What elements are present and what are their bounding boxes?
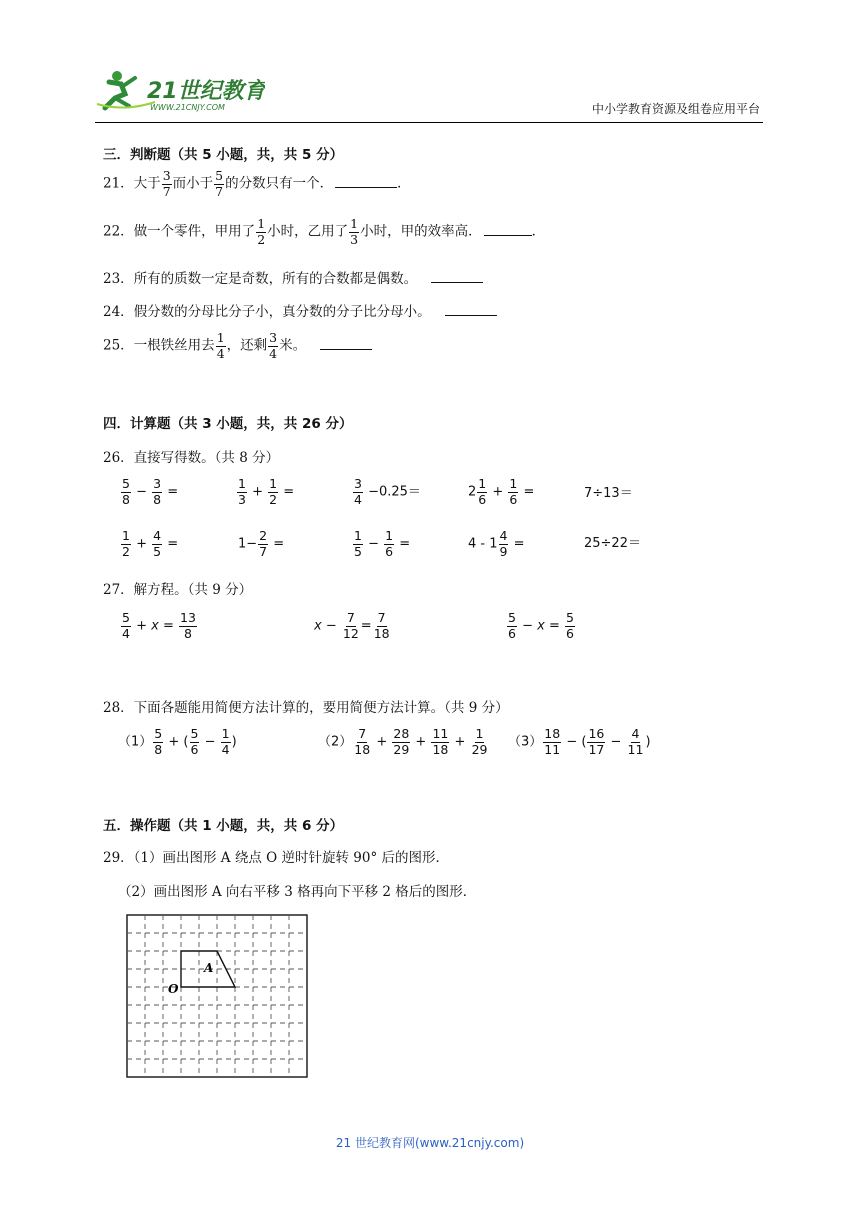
grid-svg (126, 914, 308, 1078)
calc-item: $\frac{1}{2}$ + $\frac{4}{5}$ = (122, 528, 179, 559)
calc-item: $\frac{5}{8}$ − $\frac{3}{8}$ = (122, 476, 179, 507)
section-5-title: 五．操作题（共 1 小题，共，共 6 分） (103, 818, 344, 834)
question-28-label: 28．下面各题能用简便方法计算的，要用简便方法计算。（共 9 分） (103, 700, 509, 716)
shape-a-label: A (204, 961, 214, 975)
equation-1: $\frac{5}{4}$ + x = $\frac{13}{8}$ (122, 610, 196, 641)
answer-blank[interactable] (320, 348, 372, 350)
calc-item: 1− $\frac{2}{7}$ = (238, 528, 285, 559)
fraction: $\frac{1}{3}$ (350, 216, 359, 247)
grid-figure (126, 914, 308, 1078)
fraction: $\frac{1}{4}$ (216, 330, 225, 361)
calc-item: 7÷13＝ (584, 486, 633, 501)
svg-text:WWW.21CNJY.COM: WWW.21CNJY.COM (150, 103, 225, 112)
question-23: 23．所有的质数一定是奇数，所有的合数都是偶数。 (103, 267, 483, 287)
fraction: $\frac{3}{4}$ (269, 330, 278, 361)
fraction: $\frac{3}{7}$ (162, 168, 171, 199)
calc-item: $\frac{1}{3}$ + $\frac{1}{2}$ = (238, 476, 295, 507)
header-divider (95, 122, 763, 123)
question-26-label: 26．直接写得数。（共 8 分） (103, 450, 280, 466)
fraction: $\frac{1}{2}$ (257, 216, 266, 247)
section-3-title: 三．判断题（共 5 小题，共，共 5 分） (103, 147, 344, 163)
answer-blank[interactable] (335, 186, 397, 188)
simplify-1: （1） $\frac{5}{8}$ + ( $\frac{5}{6}$ − $\frac{1}{4}$ ) (118, 726, 237, 757)
footer-link[interactable]: 21 世纪教育网(www.21cnjy.com) (335, 1136, 525, 1150)
svg-text:21世纪教育: 21世纪教育 (147, 79, 265, 104)
answer-blank[interactable] (484, 234, 532, 236)
calc-item: $\frac{1}{5}$ − $\frac{1}{6}$ = (354, 528, 411, 559)
answer-blank[interactable] (431, 281, 483, 283)
question-27-label: 27．解方程。（共 9 分） (103, 582, 253, 598)
simplify-2: （2） $\frac{7}{18}$ + $\frac{28}{29}$ + $\frac{11}{18}$ + $\frac{1}{29}$ (318, 726, 488, 757)
calc-item: 25÷22＝ (584, 536, 641, 551)
question-29-part1: 29．（1）画出图形 A 绕点 O 逆时针旋转 90° 后的图形． (103, 850, 450, 866)
section-4-title: 四．计算题（共 3 小题，共，共 26 分） (103, 416, 353, 432)
calc-item: 2 $\frac{1}{6}$ + $\frac{1}{6}$ = (468, 476, 535, 507)
question-24: 24．假分数的分母比分子小，真分数的分子比分母小。 (103, 300, 497, 320)
brand-logo (95, 68, 265, 114)
answer-blank[interactable] (445, 314, 497, 316)
fraction: $\frac{5}{7}$ (215, 168, 224, 199)
question-25: 25．一根铁丝用去 $\frac{1}{4}$ ，还剩 $\frac{3}{4}$ 米。 (103, 332, 372, 360)
question-22: 22．做一个零件，甲用了 $\frac{1}{2}$ 小时，乙用了 $\frac{1}{3}$ 小时，甲的效率高． ． (103, 216, 546, 247)
calc-item: 4 - 1 $\frac{4}{9}$ = (468, 528, 525, 559)
point-o-label: O (168, 982, 179, 996)
question-21: 21．大于 $\frac{3}{7}$ 而小于 $\frac{5}{7}$ 的分数只有一个． ． (103, 168, 411, 199)
question-29-part2: （2）画出图形 A 向右平移 3 格再向下平移 2 格后的图形． (118, 884, 477, 900)
equation-3: $\frac{5}{6}$ − x = $\frac{5}{6}$ (508, 610, 574, 641)
platform-title: 中小学教育资源及组卷应用平台 (591, 102, 760, 116)
runner-logo-icon (95, 68, 265, 114)
equation-2: x − $\frac{7}{12}$ = $\frac{7}{18}$ (314, 610, 390, 641)
simplify-3: （3） $\frac{18}{11}$ − ( $\frac{16}{17}$ − $\frac{4}{11}$ ) (508, 726, 651, 757)
calc-item: $\frac{3}{4}$ −0.25＝ (354, 476, 421, 507)
